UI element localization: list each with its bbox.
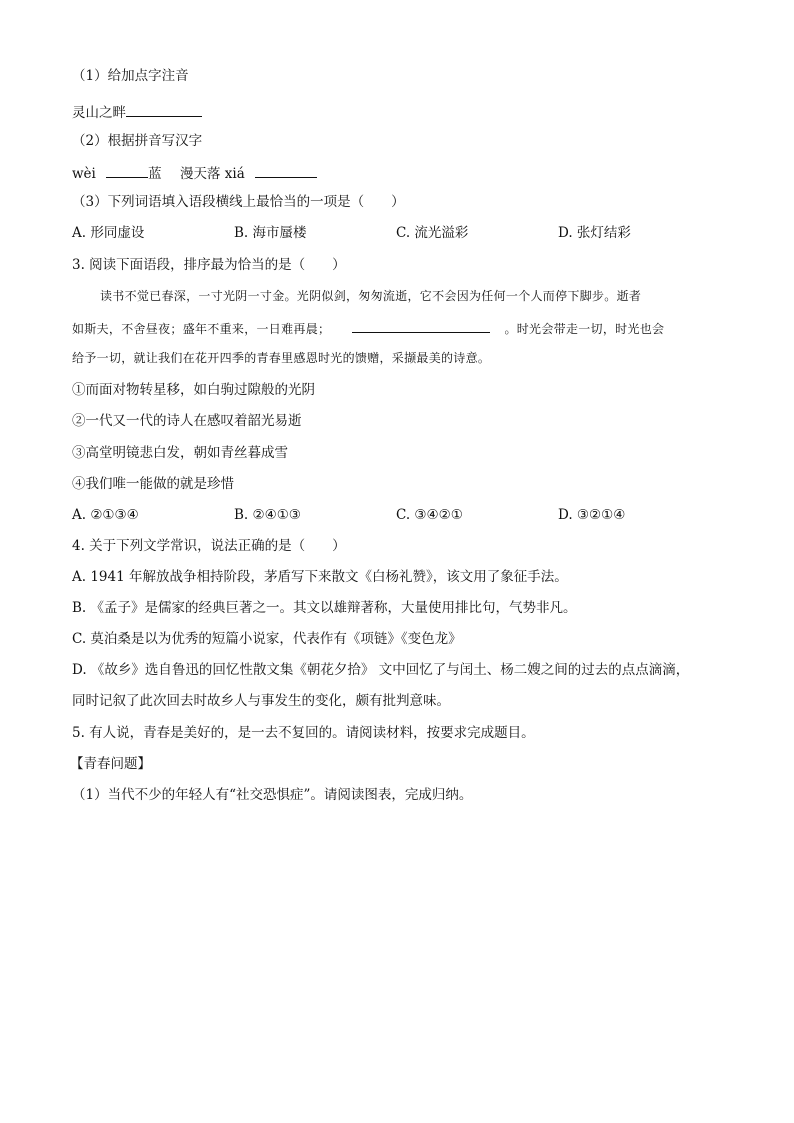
q2-option-d[interactable]: D. 张灯结彩 (558, 225, 631, 241)
q2-sub1-label: （1）给加点字注音 (72, 68, 189, 84)
q2-option-c[interactable]: C. 流光溢彩 (396, 225, 469, 241)
pinyin-xia-phrase: 漫天落 xiá (179, 166, 245, 182)
q2-sub1-word: 灵山之畔 (72, 105, 126, 121)
q3-item-3: ③高堂明镜悲白发，朝如青丝暮成雪 (72, 445, 288, 461)
pinyin-wei: wèi (72, 166, 96, 182)
q3-passage-line2-start: 如斯夫，不舍昼夜；盛年不重来，一日难再晨； (72, 322, 331, 336)
q3-option-d[interactable]: D. ③②①④ (558, 507, 626, 523)
q2-sub1-item (72, 102, 202, 122)
q3-passage-line2 (72, 318, 722, 338)
q2-option-b[interactable]: B. 海市蜃楼 (234, 225, 307, 241)
q3-item-1: ①而面对物转星移，如白驹过隙般的光阴 (72, 382, 315, 398)
q2-option-a[interactable]: A. 形同虚设 (72, 225, 145, 241)
q3-option-c[interactable]: C. ③④②① (396, 507, 463, 523)
q2-sub2-label: （2）根据拼音写汉字 (72, 133, 203, 149)
answer-blank[interactable] (352, 318, 490, 333)
q4-option-d-line2: 同时记叙了此次回去时故乡人与事发生的变化，颇有批判意味。 (72, 693, 450, 709)
q3-passage-line2-end: 。时光会带走一切，时光也会 (504, 322, 665, 336)
q3-item-2: ②一代又一代的诗人在感叹着韶光易逝 (72, 413, 302, 429)
q5-stem: 5. 有人说，青春是美好的，是一去不复回的。请阅读材料，按要求完成题目。 (72, 725, 535, 741)
q2-sub3-label: （3）下列词语填入语段横线上最恰当的一项是（ ） (72, 194, 405, 210)
q3-item-4: ④我们唯一能做的就是珍惜 (72, 476, 234, 492)
q4-option-d-line1[interactable]: D. 《故乡》选自鲁迅的回忆性散文集《朝花夕拾》 文中回忆了与闰土、杨二嫂之间的过去的点点滴滴， (72, 662, 690, 678)
q3-option-a[interactable]: A. ②①③④ (72, 507, 139, 523)
q4-option-a[interactable]: A. 1941 年解放战争相持阶段，茅盾写下来散文《白杨礼赞》，该文用了象征手法。 (72, 569, 568, 585)
q4-stem: 4. 关于下列文学常识，说法正确的是（ ） (72, 538, 346, 554)
answer-blank[interactable] (126, 102, 202, 117)
q3-passage-line1: 读书不觉已春深，一寸光阴一寸金。光阴似剑，匆匆流逝，它不会因为任何一个人而停下脚步。逝者 (100, 289, 642, 303)
q3-passage-line3: 给予一切，就让我们在花开四季的青春里感恩时光的馈赠，采撷最美的诗意。 (72, 351, 491, 365)
answer-blank[interactable] (255, 163, 317, 178)
q3-stem: 3. 阅读下面语段，排序最为恰当的是（ ） (72, 257, 346, 273)
q5-sub1: （1）当代不少的年轻人有“社交恐惧症”。请阅读图表，完成归纳。 (72, 787, 473, 803)
answer-blank[interactable] (106, 163, 148, 178)
q5-section-heading: 【青春问题】 (70, 756, 151, 772)
q4-option-c[interactable]: C. 莫泊桑是以为优秀的短篇小说家，代表作有《项链》《变色龙》 (72, 631, 462, 647)
q2-sub2-item (72, 163, 317, 183)
char-lan: 蓝 (148, 166, 162, 182)
q4-option-b[interactable]: B. 《孟子》是儒家的经典巨著之一。其文以雄辩著称，大量使用排比句，气势非凡。 (72, 600, 577, 616)
q3-option-b[interactable]: B. ②④①③ (234, 507, 301, 523)
